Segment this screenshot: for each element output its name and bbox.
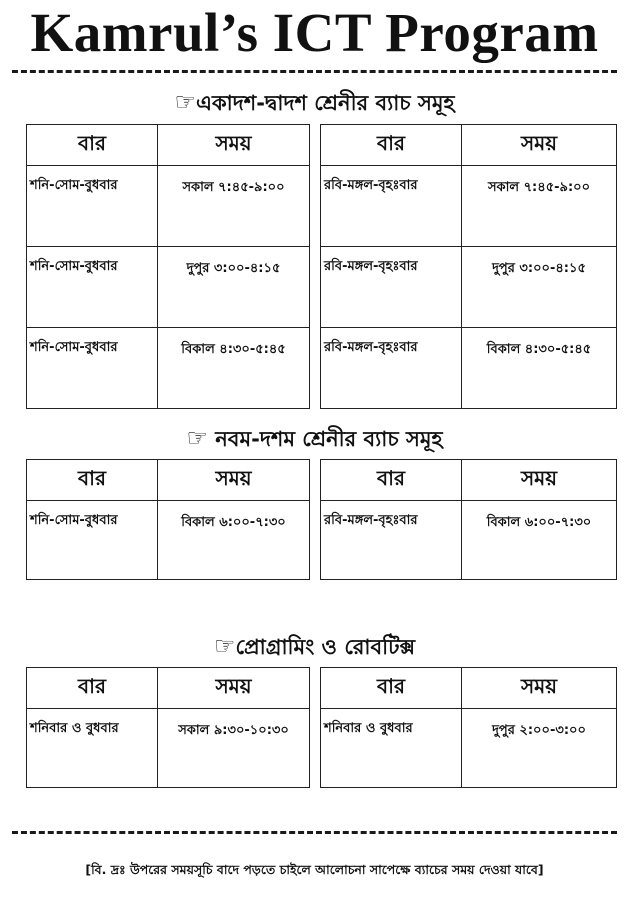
- batch-time: দুপুর ৩:০০-৪:১৫: [158, 247, 310, 328]
- batch-day: রবি-মঙ্গল-বৃহঃবার: [321, 166, 462, 247]
- batch-day: শনি-সোম-বুধবার: [27, 501, 158, 580]
- table-row: [321, 247, 617, 328]
- section-title: একাদশ-দ্বাদশ শ্রেনীর ব্যাচ সমূহ: [195, 91, 455, 115]
- table-row: [321, 709, 617, 788]
- footer-note: [বি. দ্রঃ উপরের সময়সূচি বাদে পড়তে চাইলে আলোচনা সাপেক্ষে ব্যাচের সময় দেওয়া যাবে]: [85, 862, 544, 877]
- schedule-table-programming-right: [320, 667, 617, 788]
- table-row: [321, 166, 617, 247]
- schedule-table-ssc-left: [26, 459, 310, 580]
- batch-day: শনিবার ও বুধবার: [321, 709, 462, 788]
- pointing-hand-icon: ☞: [174, 88, 196, 116]
- table-row: [27, 328, 310, 409]
- schedule-table-ssc-right: [320, 459, 617, 580]
- section-heading-programming: [0, 632, 629, 661]
- top-divider: [12, 70, 617, 73]
- section-heading-hsc: [0, 88, 629, 117]
- section-title: প্রোগ্রামিং ও রোবটিক্স: [235, 635, 416, 659]
- batch-time: সকাল ৭:৪৫-৯:০০: [158, 166, 310, 247]
- section-heading-ssc: [0, 424, 629, 453]
- schedule-table-programming-left: [26, 667, 310, 788]
- batch-day: রবি-মঙ্গল-বৃহঃবার: [321, 501, 462, 580]
- page-title: Kamrul’s ICT Program: [30, 2, 599, 63]
- table-row: [321, 328, 617, 409]
- batch-time: বিকাল ৪:৩০-৫:৪৫: [462, 328, 617, 409]
- batch-day: শনি-সোম-বুধবার: [27, 166, 158, 247]
- batch-time: সকাল ৯:৩০-১০:৩০: [158, 709, 310, 788]
- column-header-day: বার: [27, 125, 158, 166]
- batch-time: দুপুর ২:০০-৩:০০: [462, 709, 617, 788]
- batch-time: দুপুর ৩:০০-৪:১৫: [462, 247, 617, 328]
- column-header-time: সময়: [462, 460, 617, 501]
- bottom-divider: [12, 831, 617, 834]
- table-row: [27, 166, 310, 247]
- batch-day: শনিবার ও বুধবার: [27, 709, 158, 788]
- batch-day: শনি-সোম-বুধবার: [27, 247, 158, 328]
- batch-time: সকাল ৭:৪৫-৯:০০: [462, 166, 617, 247]
- column-header-day: বার: [321, 668, 462, 709]
- batch-day: রবি-মঙ্গল-বৃহঃবার: [321, 328, 462, 409]
- table-row: [27, 501, 310, 580]
- column-header-day: বার: [321, 125, 462, 166]
- pointing-hand-icon: ☞: [186, 424, 208, 452]
- batch-time: বিকাল ৪:৩০-৫:৪৫: [158, 328, 310, 409]
- table-row: [27, 709, 310, 788]
- pointing-hand-icon: ☞: [213, 632, 236, 660]
- batch-day: শনি-সোম-বুধবার: [27, 328, 158, 409]
- column-header-day: বার: [27, 668, 158, 709]
- schedule-table-hsc-right: [320, 124, 617, 409]
- column-header-time: সময়: [462, 125, 617, 166]
- table-row: [27, 247, 310, 328]
- schedule-table-hsc-left: [26, 124, 310, 409]
- column-header-time: সময়: [158, 668, 310, 709]
- column-header-day: বার: [27, 460, 158, 501]
- column-header-time: সময়: [462, 668, 617, 709]
- column-header-time: সময়: [158, 460, 310, 501]
- column-header-day: বার: [321, 460, 462, 501]
- batch-time: বিকাল ৬:০০-৭:৩০: [158, 501, 310, 580]
- section-title: নবম-দশম শ্রেনীর ব্যাচ সমূহ: [215, 427, 443, 451]
- batch-time: বিকাল ৬:০০-৭:৩০: [462, 501, 617, 580]
- table-row: [321, 501, 617, 580]
- batch-day: রবি-মঙ্গল-বৃহঃবার: [321, 247, 462, 328]
- column-header-time: সময়: [158, 125, 310, 166]
